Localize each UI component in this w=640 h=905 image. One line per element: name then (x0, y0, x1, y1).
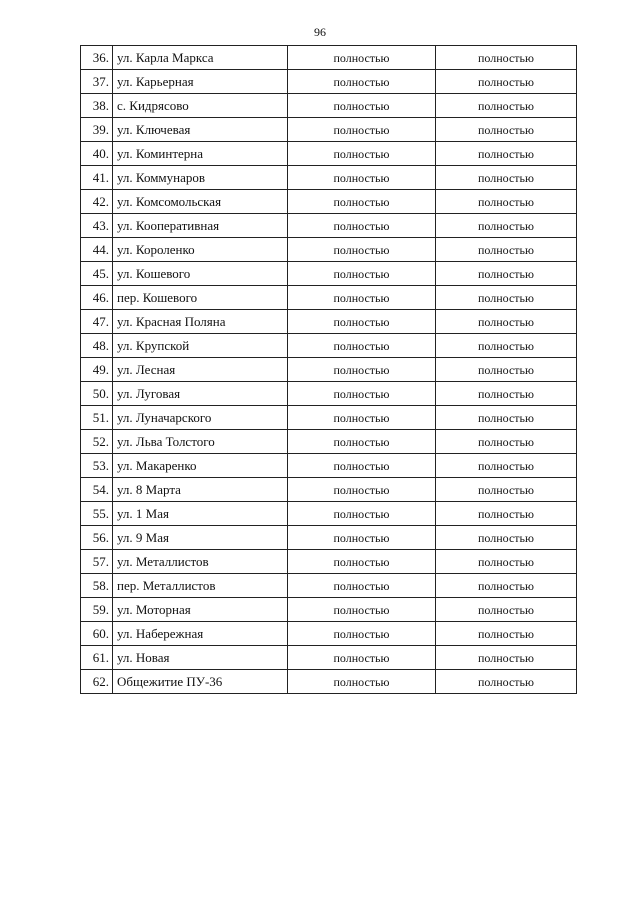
row-number-cell: 46. (81, 286, 113, 310)
table-row (81, 70, 577, 94)
street-name-cell: ул. Моторная (113, 598, 288, 622)
row-number-cell: 58. (81, 574, 113, 598)
coverage-cell-b: полностью (436, 670, 577, 694)
row-number-cell: 60. (81, 622, 113, 646)
row-number-cell: 55. (81, 502, 113, 526)
coverage-cell-b: полностью (436, 382, 577, 406)
row-number-cell: 38. (81, 94, 113, 118)
coverage-cell-a: полностью (288, 46, 436, 70)
coverage-cell-b: полностью (436, 646, 577, 670)
table-row (81, 238, 577, 262)
coverage-cell-a: полностью (288, 238, 436, 262)
street-name-cell: ул. Карьерная (113, 70, 288, 94)
row-number-cell: 41. (81, 166, 113, 190)
coverage-cell-b: полностью (436, 46, 577, 70)
coverage-cell-a: полностью (288, 94, 436, 118)
row-number-cell: 47. (81, 310, 113, 334)
coverage-cell-a: полностью (288, 166, 436, 190)
street-name-cell: ул. Луначарского (113, 406, 288, 430)
table-row (81, 334, 577, 358)
coverage-cell-a: полностью (288, 478, 436, 502)
row-number-cell: 56. (81, 526, 113, 550)
row-number-cell: 36. (81, 46, 113, 70)
coverage-cell-a: полностью (288, 550, 436, 574)
table-row (81, 286, 577, 310)
table-row (81, 406, 577, 430)
row-number-cell: 62. (81, 670, 113, 694)
street-name-cell: пер. Кошевого (113, 286, 288, 310)
street-name-cell: ул. Металлистов (113, 550, 288, 574)
street-name-cell: ул. Комсомольская (113, 190, 288, 214)
coverage-cell-a: полностью (288, 190, 436, 214)
row-number-cell: 45. (81, 262, 113, 286)
coverage-cell-a: полностью (288, 454, 436, 478)
coverage-cell-b: полностью (436, 454, 577, 478)
table-row (81, 550, 577, 574)
streets-table (80, 45, 577, 694)
row-number-cell: 50. (81, 382, 113, 406)
coverage-cell-b: полностью (436, 214, 577, 238)
street-name-cell: ул. Коммунаров (113, 166, 288, 190)
table-row (81, 526, 577, 550)
coverage-cell-a: полностью (288, 598, 436, 622)
coverage-cell-a: полностью (288, 502, 436, 526)
coverage-cell-a: полностью (288, 382, 436, 406)
coverage-cell-b: полностью (436, 190, 577, 214)
coverage-cell-a: полностью (288, 262, 436, 286)
row-number-cell: 52. (81, 430, 113, 454)
street-name-cell: ул. Льва Толстого (113, 430, 288, 454)
table-row (81, 166, 577, 190)
coverage-cell-b: полностью (436, 262, 577, 286)
table-row (81, 190, 577, 214)
table-row (81, 382, 577, 406)
table-row (81, 622, 577, 646)
row-number-cell: 51. (81, 406, 113, 430)
street-name-cell: ул. Луговая (113, 382, 288, 406)
table-row (81, 502, 577, 526)
coverage-cell-b: полностью (436, 334, 577, 358)
row-number-cell: 54. (81, 478, 113, 502)
street-name-cell: ул. Макаренко (113, 454, 288, 478)
street-name-cell: ул. Красная Поляна (113, 310, 288, 334)
coverage-cell-a: полностью (288, 70, 436, 94)
coverage-cell-a: полностью (288, 406, 436, 430)
coverage-cell-b: полностью (436, 478, 577, 502)
row-number-cell: 61. (81, 646, 113, 670)
coverage-cell-b: полностью (436, 310, 577, 334)
coverage-cell-b: полностью (436, 286, 577, 310)
coverage-cell-b: полностью (436, 406, 577, 430)
table-row (81, 358, 577, 382)
street-name-cell: ул. 9 Мая (113, 526, 288, 550)
row-number-cell: 53. (81, 454, 113, 478)
street-name-cell: ул. Кошевого (113, 262, 288, 286)
table-row (81, 46, 577, 70)
street-name-cell: ул. Карла Маркса (113, 46, 288, 70)
street-name-cell: ул. Лесная (113, 358, 288, 382)
street-name-cell: ул. Набережная (113, 622, 288, 646)
coverage-cell-a: полностью (288, 574, 436, 598)
table-body (81, 46, 577, 694)
coverage-cell-a: полностью (288, 526, 436, 550)
coverage-cell-b: полностью (436, 502, 577, 526)
table-row (81, 94, 577, 118)
table-row (81, 646, 577, 670)
table-row (81, 430, 577, 454)
table-row (81, 118, 577, 142)
coverage-cell-a: полностью (288, 430, 436, 454)
coverage-cell-a: полностью (288, 286, 436, 310)
coverage-cell-a: полностью (288, 310, 436, 334)
table-row (81, 598, 577, 622)
coverage-cell-b: полностью (436, 142, 577, 166)
coverage-cell-b: полностью (436, 94, 577, 118)
street-name-cell: ул. Кооперативная (113, 214, 288, 238)
row-number-cell: 59. (81, 598, 113, 622)
table-row (81, 670, 577, 694)
street-name-cell: ул. Ключевая (113, 118, 288, 142)
coverage-cell-b: полностью (436, 70, 577, 94)
coverage-cell-b: полностью (436, 574, 577, 598)
row-number-cell: 39. (81, 118, 113, 142)
row-number-cell: 48. (81, 334, 113, 358)
street-name-cell: ул. 8 Марта (113, 478, 288, 502)
street-name-cell: с. Кидрясово (113, 94, 288, 118)
row-number-cell: 43. (81, 214, 113, 238)
page-number: 96 (314, 25, 326, 39)
table-row (81, 142, 577, 166)
coverage-cell-a: полностью (288, 358, 436, 382)
coverage-cell-a: полностью (288, 646, 436, 670)
coverage-cell-a: полностью (288, 670, 436, 694)
street-name-cell: Общежитие ПУ-36 (113, 670, 288, 694)
coverage-cell-b: полностью (436, 118, 577, 142)
street-name-cell: ул. Новая (113, 646, 288, 670)
street-name-cell: ул. Коминтерна (113, 142, 288, 166)
row-number-cell: 37. (81, 70, 113, 94)
row-number-cell: 42. (81, 190, 113, 214)
street-name-cell: ул. 1 Мая (113, 502, 288, 526)
coverage-cell-b: полностью (436, 598, 577, 622)
coverage-cell-b: полностью (436, 622, 577, 646)
table-row (81, 214, 577, 238)
street-name-cell: пер. Металлистов (113, 574, 288, 598)
table-row (81, 454, 577, 478)
coverage-cell-b: полностью (436, 430, 577, 454)
street-name-cell: ул. Короленко (113, 238, 288, 262)
row-number-cell: 44. (81, 238, 113, 262)
row-number-cell: 40. (81, 142, 113, 166)
coverage-cell-a: полностью (288, 118, 436, 142)
table-row (81, 478, 577, 502)
table-row (81, 574, 577, 598)
coverage-cell-a: полностью (288, 142, 436, 166)
coverage-cell-a: полностью (288, 214, 436, 238)
coverage-cell-a: полностью (288, 622, 436, 646)
coverage-cell-b: полностью (436, 166, 577, 190)
row-number-cell: 57. (81, 550, 113, 574)
coverage-cell-b: полностью (436, 526, 577, 550)
coverage-cell-b: полностью (436, 238, 577, 262)
row-number-cell: 49. (81, 358, 113, 382)
coverage-cell-b: полностью (436, 550, 577, 574)
table-row (81, 310, 577, 334)
street-name-cell: ул. Крупской (113, 334, 288, 358)
coverage-cell-b: полностью (436, 358, 577, 382)
coverage-cell-a: полностью (288, 334, 436, 358)
table-row (81, 262, 577, 286)
